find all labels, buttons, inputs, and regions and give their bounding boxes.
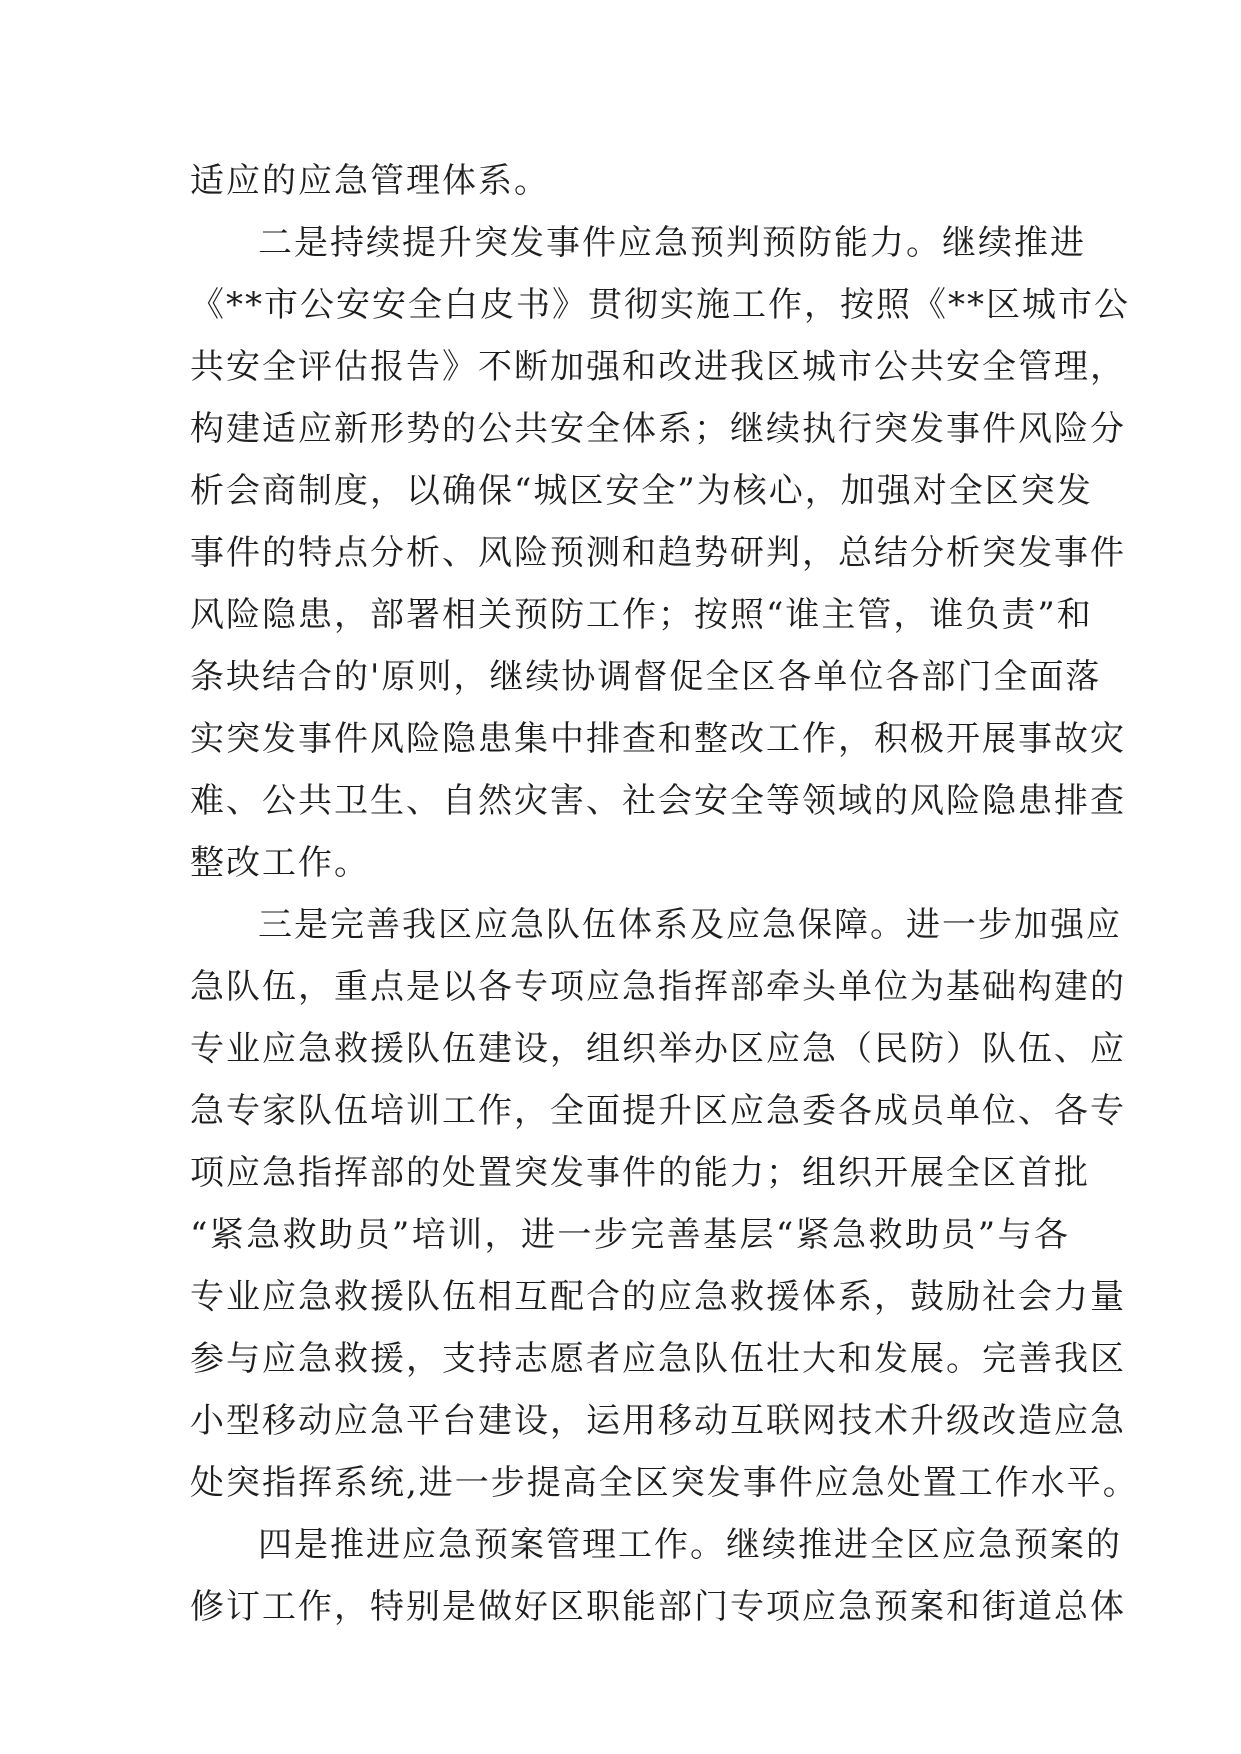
text-line: 风险隐患，部署相关预防工作；按照“谁主管，谁负责”和 — [190, 595, 1093, 635]
document-body — [190, 150, 1139, 1638]
text-line: 二是持续提升突发事件应急预判预防能力。继续推进 — [258, 223, 1086, 263]
text-line: 三是完善我区应急队伍体系及应急保障。进一步加强应 — [258, 905, 1122, 945]
text-line: 小型移动应急平台建设，运用移动互联网技术升级改造应急 — [190, 1401, 1126, 1441]
text-line: 专业应急救援队伍建设，组织举办区应急（民防）队伍、应 — [190, 1029, 1126, 1069]
text-line: 整改工作。 — [190, 843, 370, 883]
text-line: 处突指挥系统,进一步提高全区突发事件应急处置工作水平。 — [190, 1463, 1139, 1503]
text-line: 急队伍，重点是以各专项应急指挥部牵头单位为基础构建的 — [190, 967, 1126, 1007]
text-line: 构建适应新形势的公共安全体系；继续执行突发事件风险分 — [190, 409, 1126, 449]
text-line: 参与应急救援，支持志愿者应急队伍壮大和发展。完善我区 — [190, 1339, 1126, 1379]
text-line: 析会商制度，以确保“城区安全”为核心，加强对全区突发 — [190, 471, 1093, 511]
text-line: 共安全评估报告》不断加强和改进我区城市公共安全管理， — [190, 347, 1126, 387]
text-line: “紧急救助员”培训，进一步完善基层“紧急救助员”与各 — [190, 1215, 1070, 1255]
text-line: 适应的应急管理体系。 — [190, 161, 550, 201]
text-line: 四是推进应急预案管理工作。继续推进全区应急预案的 — [258, 1525, 1122, 1565]
text-line: 实突发事件风险隐患集中排查和整改工作，积极开展事故灾 — [190, 719, 1126, 759]
text-line: 修订工作，特别是做好区职能部门专项应急预案和街道总体 — [190, 1587, 1126, 1627]
text-line: 项应急指挥部的处置突发事件的能力；组织开展全区首批 — [190, 1153, 1090, 1193]
text-line: 难、公共卫生、自然灾害、社会安全等领域的风险隐患排查 — [190, 781, 1126, 821]
text-line: 事件的特点分析、风险预测和趋势研判，总结分析突发事件 — [190, 533, 1126, 573]
text-line: 急专家队伍培训工作，全面提升区应急委各成员单位、各专 — [190, 1091, 1126, 1131]
text-line: 条块结合的'原则，继续协调督促全区各单位各部门全面落 — [190, 657, 1102, 697]
text-line: 专业应急救援队伍相互配合的应急救援体系，鼓励社会力量 — [190, 1277, 1126, 1317]
text-line: 《**市公安安全白皮书》贯彻实施工作，按照《**区城市公 — [190, 285, 1130, 325]
